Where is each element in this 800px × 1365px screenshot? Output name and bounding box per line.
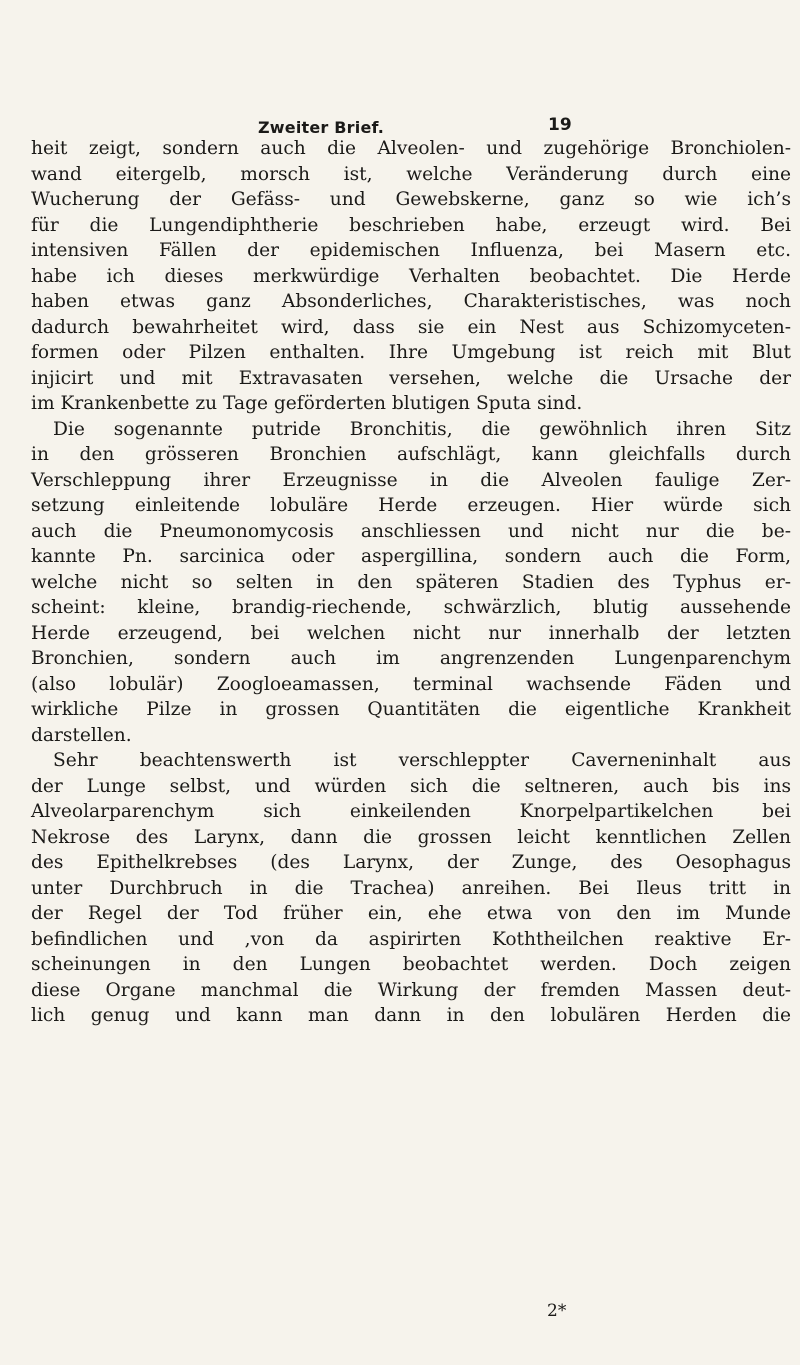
text-line: habe ich dieses merkwürdige Verhalten beobachtet. Die Herde (31, 265, 791, 287)
text-line: der Lunge selbst, und würden sich die seltneren, auch bis ins (31, 775, 791, 797)
text-line: scheinungen in den Lungen beobachtet werden. Doch zeigen (31, 954, 791, 975)
text-line: heit zeigt, sondern auch die Alveolen- und zugehörige Bronchiolen- (31, 138, 791, 159)
text-line: des Epithelkrebses (des Larynx, der Zunge, des Oesophagus (31, 852, 791, 873)
text-line: Nekrose des Larynx, dann die grossen leicht kenntlichen Zellen (31, 826, 791, 848)
signature-mark: 2* (547, 1301, 567, 1321)
text-line: befindlichen und ,von da aspirirten Koththeilchen reaktive Er- (31, 928, 791, 950)
text-line: wand eitergelb, morsch ist, welche Veränderung durch eine (31, 163, 791, 185)
text-line: im Krankenbette zu Tage geförderten blutigen Sputa sind. (31, 393, 583, 414)
text-line: injicirt und mit Extravasaten versehen, welche die Ursache der (31, 367, 791, 389)
text-line: für die Lungendiphtherie beschrieben habe, erzeugt wird. Bei (31, 214, 791, 236)
text-line: diese Organe manchmal die Wirkung der fremden Massen deut- (31, 979, 791, 1001)
text-line: formen oder Pilzen enthalten. Ihre Umgebung ist reich mit Blut (31, 342, 791, 363)
text-line: in den grösseren Bronchien aufschlägt, kann gleichfalls durch (31, 444, 791, 465)
text-line: dadurch bewahrheitet wird, dass sie ein Nest aus Schizomyceten- (31, 316, 791, 338)
text-line: auch die Pneumonomycosis anschliessen und nicht nur die be- (31, 520, 791, 542)
text-line: welche nicht so selten in den späteren Stadien des Typhus er- (31, 571, 791, 593)
body-text (31, 136, 791, 1029)
running-title: Zweiter Brief. (258, 118, 385, 137)
text-line: Alveolarparenchym sich einkeilenden Knorpelpartikelchen bei (31, 801, 791, 822)
text-line: Verschleppung ihrer Erzeugnisse in die Alveolen faulige Zer- (31, 469, 791, 491)
text-line: lich genug und kann man dann in den lobulären Herden die (31, 1005, 791, 1026)
text-line: (also lobulär) Zoogloeamassen, terminal wachsende Fäden und (31, 673, 791, 695)
text-line: kannte Pn. sarcinica oder aspergillina, sondern auch die Form, (31, 546, 791, 567)
text-line: haben etwas ganz Absonderliches, Charakteristisches, was noch (31, 291, 791, 312)
text-line: scheint: kleine, brandig-riechende, schwärzlich, blutig aussehende (31, 597, 791, 618)
text-line: Sehr beachtenswerth ist verschleppter Caverneninhalt aus (53, 750, 791, 771)
text-line: wirkliche Pilze in grossen Quantitäten die eigentliche Krankheit (31, 699, 791, 720)
text-line: darstellen. (31, 724, 132, 746)
text-line: Die sogenannte putride Bronchitis, die gewöhnlich ihren Sitz (53, 418, 791, 440)
text-line: Wucherung der Gefäss- und Gewebskerne, ganz so wie ich’s (31, 189, 791, 210)
text-line: unter Durchbruch in die Trachea) anreihen. Bei Ileus tritt in (31, 877, 791, 899)
text-line: Bronchien, sondern auch im angrenzenden Lungenparenchym (31, 648, 791, 669)
text-line: der Regel der Tod früher ein, ehe etwa von den im Munde (31, 903, 791, 924)
text-line: Herde erzeugend, bei welchen nicht nur innerhalb der letzten (31, 622, 791, 644)
page-number: 19 (548, 115, 572, 135)
text-line: intensiven Fällen der epidemischen Influenza, bei Masern etc. (31, 240, 791, 261)
text-line: setzung einleitende lobuläre Herde erzeugen. Hier würde sich (31, 495, 791, 516)
